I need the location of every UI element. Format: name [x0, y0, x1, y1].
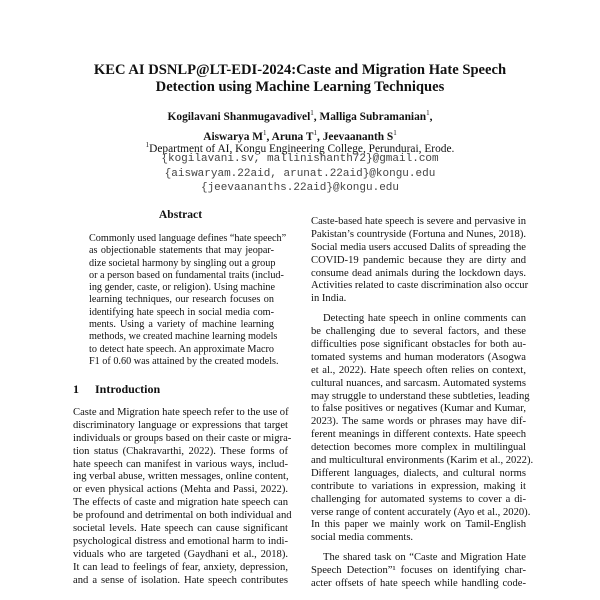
separator: ,: [313, 110, 320, 123]
text-line: Speech Detection”¹ focuses on identifying char-: [311, 565, 526, 577]
text-line: discriminatory language or expressions that target: [73, 419, 288, 431]
text-line: psychological distress and emotional harm to indi-: [73, 535, 288, 547]
text-line: difficulties pose significant obstacles for both au-: [311, 339, 526, 351]
text-line: The shared task on “Caste and Migration Hate: [323, 552, 526, 564]
text-line: methods, we created machine learning models: [89, 331, 278, 343]
text-line: be profound and detrimental on both individual and: [73, 510, 292, 522]
text-line: Activities related to caste discrimination also occur: [311, 280, 529, 292]
text-line: hate speech can manifest in various ways, includ-: [73, 458, 288, 470]
author-name: Jeevaananth S: [322, 130, 394, 143]
section-heading-introduction: [73, 382, 160, 397]
text-line: detection becomes more complex in multilingual: [311, 442, 526, 454]
text-line: verse range of content accurately (Ayo et al., 2020).: [311, 506, 531, 518]
text-line: Social media users accused Dalits of spreading the: [311, 241, 526, 253]
text-line: Commonly used language defines “hate speech”: [89, 233, 287, 244]
introduction-right-column: [311, 216, 534, 591]
text-line: societal levels. Hate speech can cause significant: [73, 523, 288, 535]
text-line: or even physical actions (Mehta and Passi, 2022).: [73, 484, 288, 496]
text-line: to false positives or negatives (Kumar and Kumar,: [311, 403, 526, 415]
affiliation-mark: 1: [426, 109, 430, 117]
separator: ,: [316, 130, 323, 143]
text-line: Pakistan’s countryside (Fortuna and Nunes, 2018).: [311, 228, 526, 240]
text-line: 2023). The same words or phrases may have dif-: [311, 416, 526, 428]
text-line: to detect hate speech. An approximate Macro: [89, 343, 274, 355]
email-list: [0, 152, 600, 196]
text-line: social media comments.: [311, 532, 414, 544]
text-line: cultural nuances, and sarcasm. Automated systems: [311, 377, 526, 389]
text-line: identifying hate speech in social media com-: [89, 306, 274, 318]
text-line: as objectionable statements that may jeopar-: [89, 245, 274, 257]
separator: ,: [266, 130, 272, 143]
author-name: Aruna T: [271, 130, 314, 143]
text-line: learning techniques, our research focuses on: [89, 294, 274, 306]
abstract-heading: Abstract: [158, 208, 203, 221]
email-line: {aiswaryam.22aid, arunat.22aid}@kongu.edu: [164, 167, 436, 180]
text-line: consume dead animals during the lockdown days.: [311, 267, 526, 279]
author-row-1: [0, 105, 600, 125]
text-line: contribute to variations in expression, making it: [311, 480, 526, 492]
title-line-2: Detection using Machine Learning Techniques: [155, 79, 445, 95]
email-line: {kogilavani.sv, mallinishanth72}@gmail.com: [161, 153, 439, 165]
introduction-left-column: [73, 407, 292, 587]
affiliation-text: Department of AI, Kongu Engineering College, Perundurai, Erode.: [149, 142, 455, 155]
author-name: Aiswarya M: [203, 130, 264, 143]
text-line: et al., 2022). Hate speech often relies on context,: [311, 364, 526, 376]
text-line: and a sense of isolation. Hate speech contributes: [73, 574, 288, 586]
text-line: or a person based on fundamental traits (includ-: [89, 269, 284, 281]
separator: ,: [429, 110, 433, 123]
title-line-1: KEC AI DSNLP@LT-EDI-2024:Caste and Migration Hate Speech: [93, 62, 507, 78]
paper-title: [0, 62, 600, 96]
text-line: challenging for automated systems to cover a di-: [311, 493, 526, 505]
text-line: in India.: [311, 293, 347, 305]
affiliation-mark: 1: [145, 141, 150, 149]
text-line: ments. Using a variety of machine learning: [89, 319, 274, 331]
section-number: 1: [73, 382, 79, 396]
text-line: Detecting hate speech in online comments can: [323, 313, 526, 325]
author-name: Kogilavani Shanmugavadivel: [167, 110, 311, 123]
text-line: Different languages, dialects, and cultural norms: [311, 467, 526, 479]
text-line: tion status (Chakravarthi, 2022). These forms of: [73, 445, 288, 457]
affiliation-mark: 1: [263, 128, 267, 137]
paragraph-gap: [311, 545, 526, 552]
text-line: ing verbal abuse, written messages, online content,: [73, 471, 289, 483]
text-line: F1 of 0.60 was attained by the created models.: [89, 355, 279, 367]
text-line: The effects of caste and migration hate speech can: [73, 497, 288, 509]
text-line: and multicultural environments (Karim et al., 2022).: [311, 455, 534, 467]
text-line: viduals who are targeted (Gaydhani et al., 2018).: [73, 548, 288, 560]
text-line: It can lead to feelings of fear, anxiety, depression,: [73, 561, 288, 573]
affiliation-mark: 1: [393, 128, 397, 137]
text-line: individuals or groups based on their caste or migra-: [73, 432, 292, 444]
abstract-body: [89, 233, 287, 368]
text-line: tomated systems and human moderators (Asogwa: [311, 351, 526, 363]
paragraph-gap: [311, 306, 526, 313]
author-name: Malliga Subramanian: [319, 110, 427, 123]
text-line: COVID-19 pandemic because they are dirty and: [311, 254, 526, 266]
text-line: Caste-based hate speech is severe and pervasive in: [311, 216, 526, 227]
text-line: acter offsets of hate speech while handling code-: [311, 578, 526, 590]
affiliation-mark: 1: [310, 109, 314, 117]
text-line: dize societal harmony by singling out a group: [89, 257, 276, 269]
text-line: ing gender, caste, or religion). Using machine: [89, 282, 276, 294]
text-line: ferent meanings in different contexts. Hate speech: [311, 429, 526, 441]
text-line: may struggle to understand these subtleties, leading: [311, 390, 530, 402]
affiliation-mark: 1: [313, 128, 317, 137]
text-line: In this paper we mainly work on Tamil-English: [311, 519, 526, 531]
section-title: Introduction: [95, 382, 161, 396]
text-line: be challenging due to several factors, and these: [311, 326, 526, 338]
text-line: Caste and Migration hate speech refer to the use of: [73, 407, 289, 418]
email-line: {jeevaananths.22aid}@kongu.edu: [200, 182, 400, 194]
